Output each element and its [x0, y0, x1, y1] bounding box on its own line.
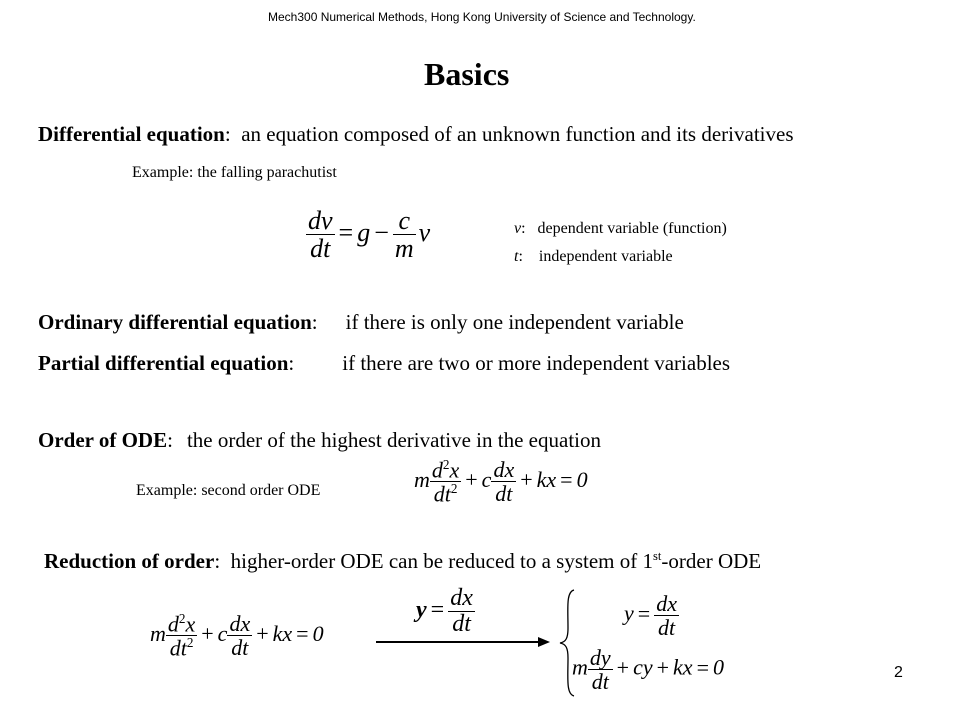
dx-dt-fraction: $\frac{dx}{dt}$ — [229, 611, 251, 661]
d2x-dt2-fraction: $\frac{d^2x}{dt^2}$ — [167, 611, 196, 661]
diffeq-def: an equation composed of an unknown function and its derivatives — [241, 122, 794, 146]
substitution-equation: y = $\frac{dx}{dt}$ — [416, 585, 473, 638]
reduction-source-equation: m $\frac{d^2x}{dt^2}$ + c $\frac{dx}{dt}$ + kx = 0 — [150, 611, 324, 661]
reduction-term: Reduction of order — [44, 549, 215, 573]
dv-dt-fraction: $\frac{dv}{dt}$ — [308, 206, 333, 264]
arrow-right-icon — [538, 637, 550, 647]
order-def: the order of the highest derivative in the equation — [186, 428, 601, 452]
ode-def: if there is only one independent variable — [345, 310, 684, 334]
dx-dt-fraction: $\frac{dx}{dt}$ — [656, 591, 677, 641]
dy-dt-fraction: $\frac{dy}{dt}$ — [589, 645, 611, 695]
ode-term: Ordinary differential equation — [38, 310, 312, 334]
course-header: Mech300 Numerical Methods, Hong Kong University of Science and Technology. — [268, 10, 696, 24]
c-m-fraction: $\frac{c}{m}$ — [394, 206, 414, 264]
var-v-symbol: v — [514, 220, 522, 237]
var-t-description: t: independent variable — [514, 248, 673, 265]
var-t-symbol: t — [514, 248, 519, 265]
pde-definition: Partial differential equation: if there are two or more independent variables — [38, 351, 731, 375]
ode-definition: Ordinary differential equation: if there is only one independent variable — [38, 310, 684, 334]
order-example: Example: second order ODE — [136, 482, 321, 499]
diffeq-definition — [38, 122, 794, 147]
reduction-definition: Reduction of order: higher-order ODE can be reduced to a system of 1st-order ODE — [44, 549, 762, 573]
dx-dt-fraction: $\frac{dx}{dt}$ — [493, 457, 515, 507]
order-term: Order of ODE — [38, 428, 168, 452]
reduction-def: higher-order ODE can be reduced to a system of 1st-order ODE — [230, 549, 762, 573]
pde-term: Partial differential equation — [38, 351, 289, 375]
var-v-description: v: dependent variable (function) — [514, 220, 727, 237]
pde-def: if there are two or more independent variables — [342, 351, 731, 375]
parachutist-equation: $\frac{dv}{dt}$ = g − $\frac{c}{m}$ v — [308, 206, 431, 264]
system-row-1: y = $\frac{dx}{dt}$ — [624, 591, 677, 641]
slide-title: Basics — [424, 56, 510, 92]
order-definition: Order of ODE: the order of the highest derivative in the equation — [38, 428, 601, 452]
diffeq-colon: : — [224, 122, 231, 146]
arrow-shaft — [376, 641, 540, 643]
diffeq-term: Differential equation — [38, 122, 225, 146]
system-row-2: m $\frac{dy}{dt}$ + cy + kx = 0 — [572, 645, 724, 695]
page-number: 2 — [894, 664, 903, 681]
second-order-equation: m $\frac{d^2x}{dt^2}$ + c $\frac{dx}{dt}$ + kx = 0 — [414, 457, 588, 507]
diffeq-example: Example: the falling parachutist — [132, 164, 337, 181]
d2x-dt2-fraction: $\frac{d^2x}{dt^2}$ — [431, 457, 460, 507]
dx-dt-fraction: $\frac{dx}{dt}$ — [450, 585, 473, 638]
